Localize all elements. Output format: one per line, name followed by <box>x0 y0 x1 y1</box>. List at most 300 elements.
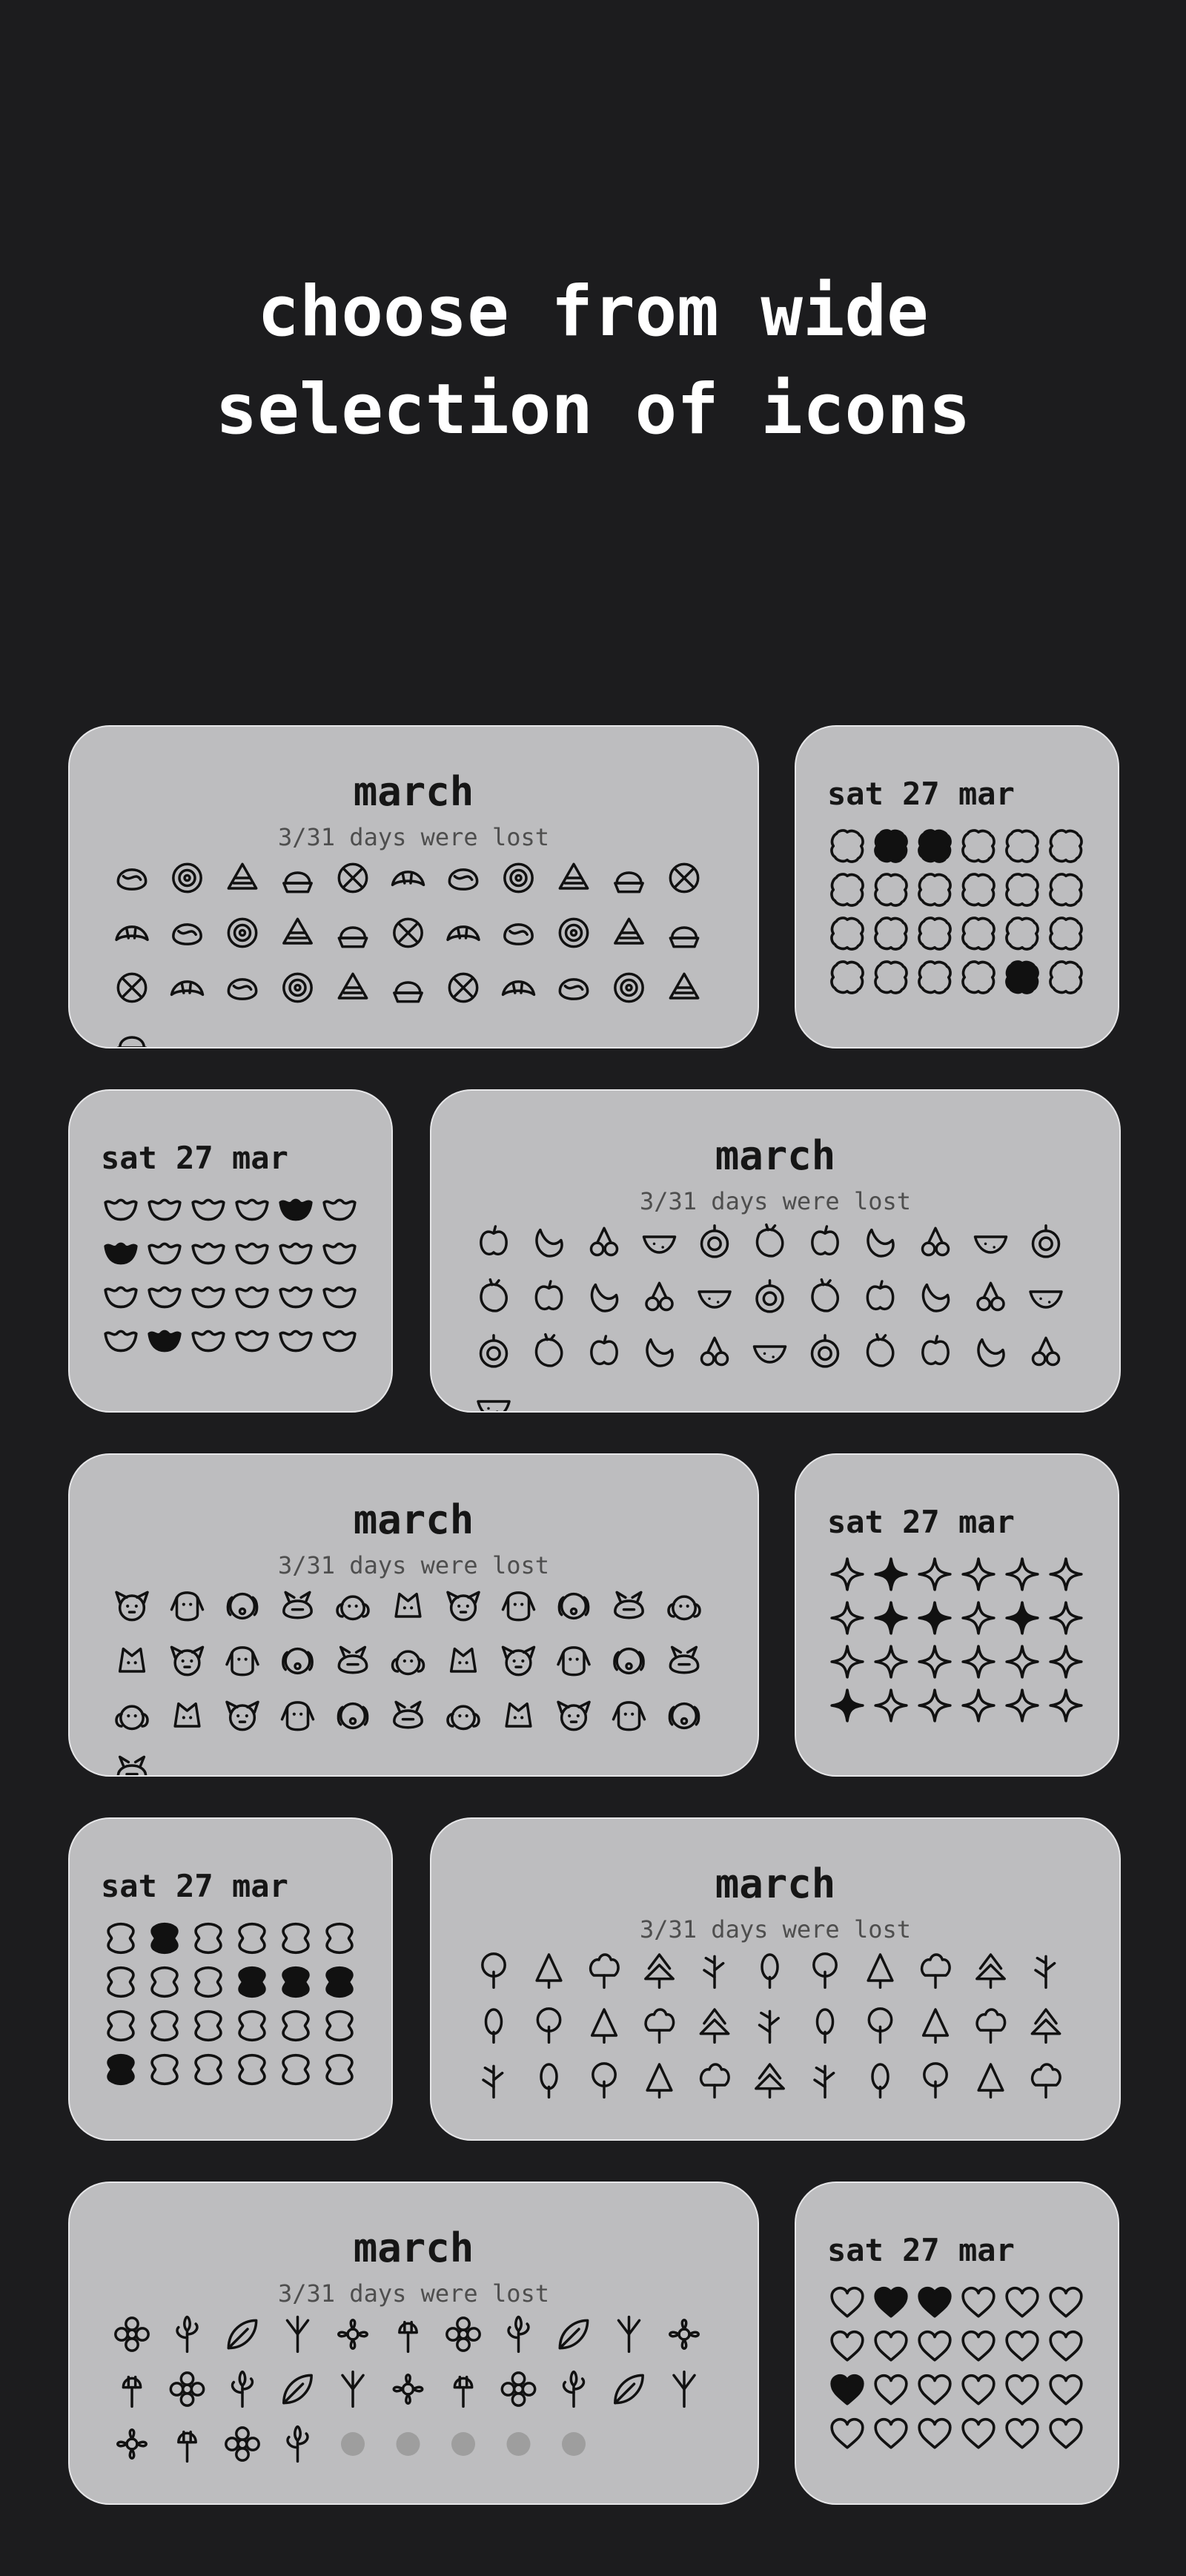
scallop-square-icon <box>963 918 994 949</box>
sparkle-icon <box>1050 1602 1081 1634</box>
sparkle-icon <box>1007 1602 1038 1634</box>
month-title: march <box>353 1496 474 1543</box>
month-widget-flowers[interactable] <box>68 2182 759 2505</box>
pastry-icon <box>228 980 256 999</box>
flower-icon <box>118 2430 147 2459</box>
pastry-icon <box>173 925 201 944</box>
fruit-icon <box>592 1336 617 1364</box>
peanut-icon <box>108 1924 133 1953</box>
flower-icon <box>284 2375 311 2402</box>
heart-icon <box>919 2376 950 2404</box>
days-lost-caption: 3/31 days were lost <box>277 1551 550 1579</box>
tree-icon <box>701 2064 729 2097</box>
wave-cup-icon <box>193 1244 224 1263</box>
sparkle-icon <box>832 1559 863 1590</box>
fruit-icon <box>592 1228 617 1255</box>
peanut-icon <box>327 2012 352 2041</box>
wave-cup-icon <box>149 1331 180 1350</box>
sparkle-icon <box>875 1646 907 1677</box>
placeholder-dot <box>562 2432 586 2456</box>
dog-icon <box>172 1647 203 1674</box>
icon-grid <box>473 1949 1081 2121</box>
tree-icon <box>977 1955 1004 1987</box>
dog-icon <box>172 1593 203 1620</box>
wave-cup-icon <box>236 1200 268 1219</box>
scallop-square-icon <box>875 918 907 949</box>
dog-icon <box>670 1647 698 1672</box>
icon-grid <box>473 1221 1081 1393</box>
fruit-icon <box>812 1226 838 1254</box>
sparkle-icon <box>1050 1646 1081 1677</box>
peanut-icon <box>196 1924 221 1953</box>
fruit-icon <box>1030 1292 1061 1307</box>
sparkle-icon <box>919 1646 950 1677</box>
scallop-square-icon <box>832 830 863 862</box>
sparkle-icon <box>963 1690 994 1721</box>
tree-icon <box>537 2009 560 2043</box>
placeholder-dot <box>341 2432 365 2456</box>
scallop-square-icon <box>1007 830 1038 862</box>
flower-icon <box>670 2320 699 2349</box>
dog-icon <box>227 1702 258 1729</box>
dog-icon <box>120 1649 145 1671</box>
month-widget-pastries[interactable] <box>68 725 759 1048</box>
pastry-icon <box>339 928 366 947</box>
wave-cup-icon <box>236 1287 268 1307</box>
pastry-icon <box>284 974 311 1001</box>
tree-icon <box>592 2009 617 2042</box>
tree-icon <box>872 2064 888 2097</box>
fruit-icon <box>975 1237 1007 1252</box>
date-label: sat 27 mar <box>827 2232 1015 2268</box>
dog-icon <box>393 1651 424 1674</box>
wave-cup-icon <box>105 1287 136 1307</box>
heart-icon <box>832 2376 863 2404</box>
scallop-square-icon <box>1007 918 1038 949</box>
wave-cup-icon <box>324 1287 355 1307</box>
tree-icon <box>924 2009 948 2042</box>
peanut-icon <box>283 1924 308 1953</box>
peanut-icon <box>327 2055 352 2084</box>
heart-icon <box>875 2420 907 2448</box>
flower-icon <box>619 2317 640 2352</box>
heart-icon <box>919 2420 950 2448</box>
pastry-icon <box>615 873 643 892</box>
days-lost-caption: 3/31 days were lost <box>277 823 550 851</box>
peanut-icon <box>283 1968 308 1997</box>
pastry-icon <box>118 1037 145 1048</box>
month-widget-dogs[interactable] <box>68 1453 759 1777</box>
wave-cup-icon <box>236 1331 268 1350</box>
date-label: sat 27 mar <box>827 1504 1015 1540</box>
wave-cup-icon <box>280 1287 311 1307</box>
heart-icon <box>1007 2420 1038 2448</box>
fruit-icon <box>702 1226 728 1257</box>
placeholder-dot <box>507 2432 531 2456</box>
peanut-icon <box>108 2055 133 2084</box>
flower-icon <box>233 2372 253 2407</box>
pastry-icon <box>505 864 532 891</box>
dog-icon <box>503 1593 534 1620</box>
dog-icon <box>451 1649 476 1671</box>
fruit-icon <box>978 1283 1004 1310</box>
peanut-icon <box>152 2012 177 2041</box>
sparkle-icon <box>832 1646 863 1677</box>
tree-icon <box>646 1955 673 1987</box>
tree-icon <box>486 2009 502 2042</box>
heart-icon <box>1050 2332 1081 2360</box>
tree-icon <box>700 2009 728 2042</box>
dog-icon <box>116 1706 148 1728</box>
placeholder-dot <box>451 2432 475 2456</box>
fruit-icon <box>867 1335 892 1366</box>
dog-icon <box>175 1704 199 1726</box>
heart-icon <box>832 2288 863 2316</box>
dog-icon <box>339 1647 366 1672</box>
dog-icon <box>283 1649 312 1674</box>
flower-icon <box>116 2318 148 2351</box>
scallop-square-icon <box>832 962 863 993</box>
pastry-icon <box>560 864 587 888</box>
pastry-icon <box>615 919 643 943</box>
pastry-icon <box>505 925 532 944</box>
flower-icon <box>674 2372 695 2407</box>
heart-icon <box>832 2332 863 2360</box>
month-widget-fruits[interactable] <box>430 1089 1121 1413</box>
tree-icon <box>756 2064 784 2097</box>
fruit-icon <box>1033 1226 1059 1257</box>
scallop-square-icon <box>919 962 950 993</box>
scallop-square-icon <box>1050 874 1081 905</box>
fruit-icon <box>592 1285 617 1311</box>
pastry-icon <box>448 927 479 940</box>
dog-icon <box>615 1592 643 1617</box>
month-widget-trees[interactable] <box>430 1817 1121 2141</box>
peanut-icon <box>152 2055 177 2084</box>
pastry-icon <box>284 919 311 943</box>
heart-icon <box>919 2332 950 2360</box>
fruit-icon <box>646 1283 672 1310</box>
placeholder-dot <box>397 2432 420 2456</box>
tree-icon <box>591 1955 618 1987</box>
peanut-icon <box>152 1968 177 1997</box>
peanut-icon <box>239 2012 265 2041</box>
day-grid <box>102 1920 362 2095</box>
pastry-icon <box>670 974 698 998</box>
heart-icon <box>875 2332 907 2360</box>
dog-icon <box>228 1594 256 1619</box>
tree-icon <box>815 2066 834 2097</box>
sparkle-icon <box>875 1690 907 1721</box>
tree-icon <box>704 1956 723 1987</box>
peanut-icon <box>239 2055 265 2084</box>
scallop-square-icon <box>919 918 950 949</box>
fruit-icon <box>481 1226 506 1254</box>
peanut-icon <box>108 2012 133 2041</box>
fruit-icon <box>867 1281 892 1309</box>
wave-cup-icon <box>280 1244 311 1263</box>
peanut-icon <box>327 1968 352 1997</box>
dog-icon <box>396 1594 420 1616</box>
date-label: sat 27 mar <box>101 1140 288 1176</box>
fruit-icon <box>481 1280 506 1311</box>
day-grid <box>829 1556 1088 1731</box>
wave-cup-icon <box>280 1331 311 1350</box>
day-grid <box>102 1192 362 1367</box>
heart-icon <box>875 2376 907 2404</box>
sparkle-icon <box>1007 1559 1038 1590</box>
flower-icon <box>560 2320 587 2348</box>
peanut-icon <box>283 2055 308 2084</box>
icon-grid <box>111 1585 719 1757</box>
tree-icon <box>818 2009 833 2042</box>
sparkle-icon <box>963 1646 994 1677</box>
sparkle-icon <box>832 1602 863 1634</box>
tree-icon <box>814 1954 836 1988</box>
fruit-icon <box>923 1285 948 1311</box>
dog-icon <box>558 1702 589 1729</box>
flower-icon <box>447 2318 480 2351</box>
flower-icon <box>170 2373 203 2405</box>
dog-icon <box>116 1592 148 1619</box>
sparkle-icon <box>919 1602 950 1634</box>
pastry-icon <box>394 982 422 1002</box>
wave-cup-icon <box>105 1331 136 1350</box>
tree-icon <box>977 2009 1004 2042</box>
flower-icon <box>288 2427 308 2462</box>
pastry-icon <box>173 864 201 891</box>
heart-icon <box>1007 2332 1038 2360</box>
days-lost-caption: 3/31 days were lost <box>639 1915 912 1943</box>
scallop-square-icon <box>963 874 994 905</box>
dog-icon <box>448 1592 479 1619</box>
tree-icon <box>483 2066 503 2097</box>
day-widget-squares[interactable] <box>795 725 1119 1048</box>
wave-cup-icon <box>280 1200 311 1219</box>
dog-icon <box>506 1704 531 1726</box>
heart-icon <box>963 2332 994 2360</box>
fruit-icon <box>537 1230 562 1256</box>
fruit-icon <box>923 1228 949 1255</box>
dog-icon <box>448 1706 479 1728</box>
tree-icon <box>541 2064 557 2097</box>
peanut-icon <box>239 1924 265 1953</box>
headline <box>0 263 1186 459</box>
tree-icon <box>762 1955 778 1987</box>
scallop-square-icon <box>875 874 907 905</box>
dog-icon <box>337 1596 368 1619</box>
day-widget-peanuts[interactable] <box>68 1817 393 2141</box>
wave-cup-icon <box>324 1331 355 1350</box>
tree-icon <box>869 2009 891 2043</box>
tree-icon <box>593 2064 615 2098</box>
heart-icon <box>919 2288 950 2316</box>
month-title: march <box>715 1132 836 1179</box>
day-widget-sparkles[interactable] <box>795 1453 1119 1777</box>
pastry-icon <box>228 919 256 946</box>
sparkle-icon <box>919 1690 950 1721</box>
day-grid <box>829 828 1088 1003</box>
peanut-icon <box>239 1968 265 1997</box>
month-title: march <box>715 1860 836 1907</box>
pastry-icon <box>615 974 643 1001</box>
tree-icon <box>868 1955 892 1987</box>
pastry-icon <box>339 974 366 998</box>
sparkle-icon <box>875 1559 907 1590</box>
pastry-icon <box>670 928 698 947</box>
flower-icon <box>339 2320 368 2349</box>
dog-icon <box>669 1704 698 1728</box>
peanut-icon <box>196 1968 221 1997</box>
heart-icon <box>1007 2376 1038 2404</box>
tree-icon <box>1033 2064 1060 2097</box>
flower-icon <box>454 2377 471 2407</box>
wave-cup-icon <box>149 1200 180 1219</box>
heart-icon <box>875 2288 907 2316</box>
wave-cup-icon <box>105 1244 136 1263</box>
flower-icon <box>177 2317 197 2352</box>
heart-icon <box>963 2420 994 2448</box>
date-label: sat 27 mar <box>101 1868 288 1904</box>
sparkle-icon <box>1050 1690 1081 1721</box>
dog-icon <box>614 1649 643 1674</box>
tree-icon <box>647 2064 672 2097</box>
date-label: sat 27 mar <box>827 776 1015 812</box>
tree-icon <box>1032 2009 1059 2042</box>
headline-line-2: selection of icons <box>215 369 971 450</box>
day-widget-hearts[interactable] <box>795 2182 1119 2505</box>
pastry-icon <box>228 864 256 888</box>
heart-icon <box>1050 2420 1081 2448</box>
fruit-icon <box>481 1335 507 1367</box>
month-title: march <box>353 2225 474 2271</box>
peanut-icon <box>196 2012 221 2041</box>
pastry-icon <box>118 974 145 1001</box>
scallop-square-icon <box>875 962 907 993</box>
sparkle-icon <box>1007 1646 1038 1677</box>
flower-icon <box>564 2372 584 2407</box>
wave-cup-icon <box>193 1287 224 1307</box>
pastry-icon <box>449 870 477 889</box>
dog-icon <box>394 1702 422 1727</box>
scallop-square-icon <box>1007 962 1038 993</box>
wave-cup-icon <box>149 1287 180 1307</box>
fruit-icon <box>1033 1338 1059 1364</box>
flower-icon <box>226 2428 259 2460</box>
flower-icon <box>228 2320 256 2348</box>
fruit-icon <box>755 1347 786 1362</box>
peanut-icon <box>283 2012 308 2041</box>
days-lost-caption: 3/31 days were lost <box>277 2279 550 2308</box>
tree-icon <box>646 2009 673 2042</box>
flower-icon <box>400 2322 417 2352</box>
tree-icon <box>1036 1956 1055 1987</box>
pastry-icon <box>670 864 698 891</box>
sparkle-icon <box>963 1559 994 1590</box>
sparkle-icon <box>919 1559 950 1590</box>
scallop-square-icon <box>1007 874 1038 905</box>
peanut-icon <box>196 2055 221 2084</box>
wave-cup-icon <box>236 1244 268 1263</box>
scallop-square-icon <box>963 830 994 862</box>
pastry-icon <box>394 919 422 946</box>
wave-cup-icon <box>324 1244 355 1263</box>
pastry-icon <box>118 870 145 889</box>
day-widget-waves[interactable] <box>68 1089 393 1413</box>
scallop-square-icon <box>1050 830 1081 862</box>
fruit-icon <box>647 1340 672 1366</box>
wave-cup-icon <box>324 1200 355 1219</box>
tree-icon <box>537 1955 561 1987</box>
pastry-icon <box>284 873 311 892</box>
scallop-square-icon <box>963 962 994 993</box>
tree-icon <box>978 2064 1003 2097</box>
dog-icon <box>669 1596 700 1619</box>
dog-icon <box>284 1592 311 1617</box>
dog-icon <box>118 1757 145 1777</box>
fruit-icon <box>702 1338 728 1364</box>
month-title: march <box>353 768 474 815</box>
icon-grid <box>111 857 719 1029</box>
flower-icon <box>615 2375 643 2402</box>
pastry-icon <box>449 974 477 1001</box>
fruit-icon <box>868 1230 893 1256</box>
pastry-icon <box>560 980 587 999</box>
flower-icon <box>342 2372 363 2407</box>
pastry-icon <box>172 982 203 995</box>
peanut-icon <box>327 1924 352 1953</box>
wave-cup-icon <box>193 1331 224 1350</box>
heart-icon <box>1050 2376 1081 2404</box>
fruit-icon <box>812 1335 838 1367</box>
heart-icon <box>1007 2288 1038 2316</box>
headline-line-1: choose from wide <box>257 271 929 352</box>
wave-cup-icon <box>149 1244 180 1263</box>
pastry-icon <box>393 872 424 885</box>
sparkle-icon <box>875 1602 907 1634</box>
flower-icon <box>179 2432 196 2462</box>
fruit-icon <box>923 1336 948 1364</box>
scallop-square-icon <box>832 918 863 949</box>
fruit-icon <box>812 1280 838 1311</box>
fruit-icon <box>757 1225 782 1256</box>
flower-icon <box>508 2317 529 2352</box>
fruit-icon <box>978 1340 1004 1366</box>
sparkle-icon <box>832 1690 863 1721</box>
flower-icon <box>502 2373 534 2405</box>
dog-icon <box>282 1703 314 1730</box>
scallop-square-icon <box>875 830 907 862</box>
sparkle-icon <box>1050 1559 1081 1590</box>
heart-icon <box>963 2376 994 2404</box>
days-lost-caption: 3/31 days were lost <box>639 1187 912 1215</box>
peanut-icon <box>108 1968 133 1997</box>
fruit-icon <box>536 1281 561 1309</box>
fruit-icon <box>644 1237 675 1252</box>
pastry-icon <box>503 982 534 995</box>
scallop-square-icon <box>919 830 950 862</box>
flower-icon <box>288 2317 308 2352</box>
dog-icon <box>503 1647 534 1674</box>
scallop-square-icon <box>832 874 863 905</box>
tree-icon <box>922 1955 950 1987</box>
scallop-square-icon <box>1050 918 1081 949</box>
sparkle-icon <box>963 1602 994 1634</box>
pastry-icon <box>560 919 587 946</box>
tree-icon <box>760 2011 779 2042</box>
wave-cup-icon <box>193 1200 224 1219</box>
dog-icon <box>338 1704 367 1728</box>
